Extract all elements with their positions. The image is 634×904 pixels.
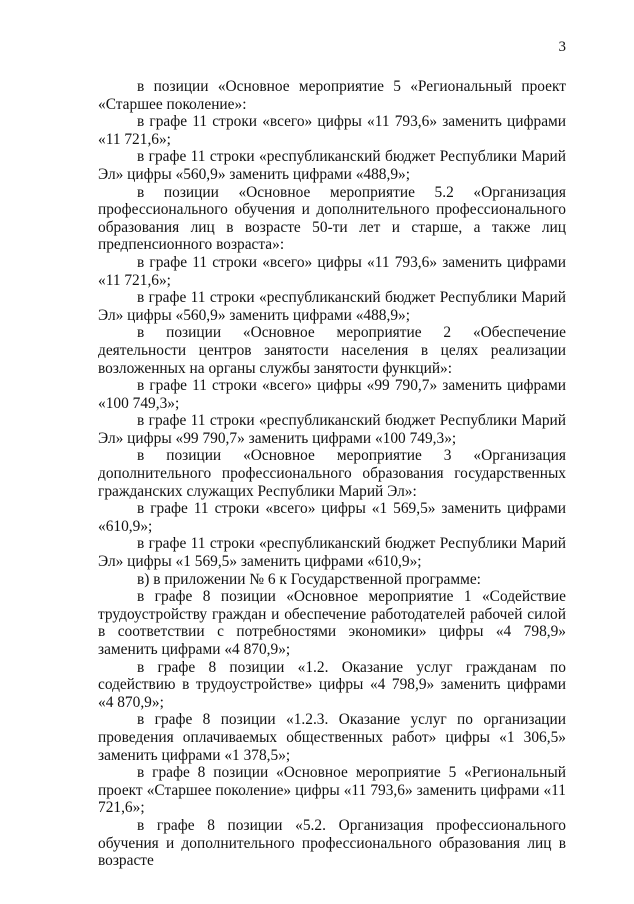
paragraph-14: в графе 8 позиции «Основное мероприятие 1 «Содействие трудоустройству граждан и обеспечение работодателей рабочей силой в соответствии с потребностями экономики» цифры «4 798,9» заменить цифрами «4 870,9»; xyxy=(98,588,566,658)
paragraph-7: в позиции «Основное мероприятие 2 «Обеспечение деятельности центров занятости населения в целях реализации возложенных на органы службы занятости функций»: xyxy=(98,324,566,377)
paragraph-3: в графе 11 строки «республиканский бюджет Республики Марий Эл» цифры «560,9» заменить цифрами «488,9»; xyxy=(98,148,566,183)
paragraph-5: в графе 11 строки «всего» цифры «11 793,6» заменить цифрами «11 721,6»; xyxy=(98,253,566,289)
paragraph-15: в графе 8 позиции «1.2. Оказание услуг гражданам по содействию в трудоустройстве» цифры «4 798,9» заменить цифрами «4 870,9»; xyxy=(98,658,566,711)
paragraph-13: в) в приложении № 6 к Государственной программе: xyxy=(137,570,481,588)
paragraph-8: в графе 11 строки «всего» цифры «99 790,7» заменить цифрами «100 749,3»; xyxy=(98,377,566,412)
paragraph-11: в графе 11 строки «всего» цифры «1 569,5» заменить цифрами «610,9»; xyxy=(98,500,566,535)
paragraph-4: в позиции «Основное мероприятие 5.2 «Организация профессионального обучения и дополнительного профессионального образования лиц в возрасте 50-ти лет и старше, а также лиц предпенсионного возраста»: xyxy=(98,183,566,254)
paragraph-17: в графе 8 позиции «Основное мероприятие 5 «Региональный проект «Старшее поколение» цифры «11 793,6» заменить цифрами «11 721,6»; xyxy=(98,764,566,817)
paragraph-2: в графе 11 строки «всего» цифры «11 793,6» заменить цифрами «11 721,6»; xyxy=(98,113,566,148)
paragraph-6: в графе 11 строки «республиканский бюджет Республики Марий Эл» цифры «560,9» заменить цифрами «488,9»; xyxy=(98,289,566,324)
paragraph-18: в графе 8 позиции «5.2. Организация профессионального обучения и дополнительного профессионального образования лиц в возрасте xyxy=(98,816,566,870)
paragraph-16: в графе 8 позиции «1.2.3. Оказание услуг по организации проведения оплачиваемых общественных работ» цифры «1 306,5» заменить цифрами «1 378,5»; xyxy=(98,711,566,764)
paragraph-12: в графе 11 строки «республиканский бюджет Республики Марий Эл» цифры «1 569,5» заменить цифрами «610,9»; xyxy=(98,535,566,571)
paragraph-10: в позиции «Основное мероприятие 3 «Организация дополнительного профессионального образования государственных гражданских служащих Республики Марий Эл»: xyxy=(98,447,566,500)
page-number: 3 xyxy=(558,39,566,55)
paragraph-9: в графе 11 строки «республиканский бюджет Республики Марий Эл» цифры «99 790,7» заменить цифрами «100 749,3»; xyxy=(98,412,566,447)
document-body xyxy=(98,78,566,870)
paragraph-1: в позиции «Основное мероприятие 5 «Региональный проект «Старшее поколение»: xyxy=(98,78,566,113)
